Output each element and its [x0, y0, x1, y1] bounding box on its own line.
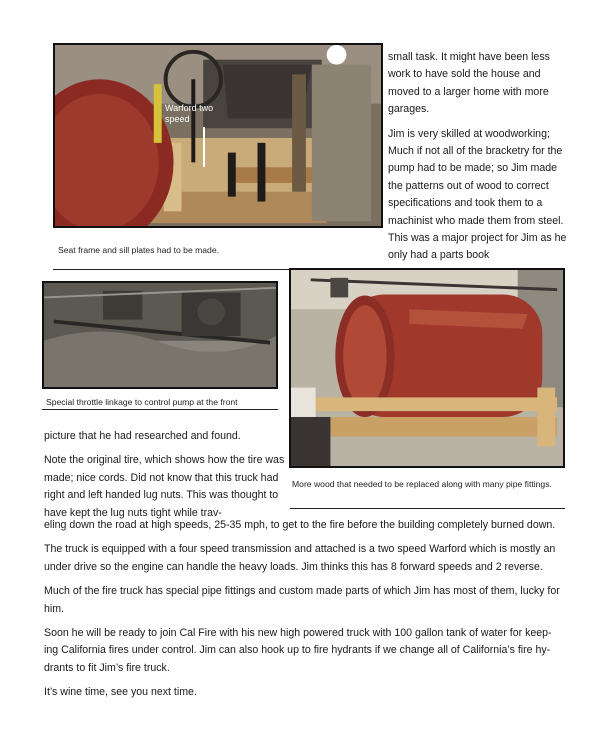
paragraph-woodworking: Jim is very skilled at woodworking; Much if not all of the bracketry for the pump had to be made; so Jim made the patterns out of wood to correct specifications and took them to a machinist who made them from steel. This was a major project for Jim as he only had a parts book — [388, 127, 567, 262]
photo-throttle-caption: Special throttle linkage to control pump at the front — [46, 397, 238, 407]
photo-seat-frame — [53, 43, 383, 228]
photo-throttle-linkage — [42, 281, 278, 389]
right-column-text — [388, 49, 570, 265]
seat-frame-image — [55, 45, 381, 226]
photo-tank-caption: More wood that needed to be replaced along with many pipe fittings. — [292, 479, 552, 489]
paragraph-calfire: Soon he will be ready to join Cal Fire with his new high powered truck with 100 gallon tank of water for keep-ing California fires under control. Jim can also hook up to fire hydrants if we change all of California’s fire hy-drants to fit Jim’s fire truck. — [44, 627, 552, 674]
paragraph-tire: Note the original tire, which shows how the tire was made; nice cords. Did not know that this truck had right and left handed lug nuts. This was thought to have kept the lug nuts tight while trav- — [44, 454, 285, 519]
warford-label: Warford two speed — [165, 103, 214, 124]
paragraph-researched: picture that he had researched and found. — [44, 430, 241, 442]
paragraph-transmission: The truck is equipped with a four speed transmission and attached is a two speed Warford which is mostly an under drive so the engine can handle the heavy loads. Jim thinks this has 8 forward speeds and 2 reverse. — [44, 543, 556, 573]
photo-throttle-underline — [42, 409, 278, 410]
throttle-linkage-image — [44, 283, 276, 387]
section-divider — [53, 269, 291, 270]
paragraph-tire-continued: eling down the road at high speeds, 25-35 mph, to get to the fire before the building completely burned down. — [44, 519, 556, 531]
paragraph-small-task: small task. It might have been less work to have sold the house and moved to a larger home with more garages. — [388, 51, 550, 116]
paragraph-fittings: Much of the fire truck has special pipe fittings and custom made parts of which Jim has most of them, lucky for him. — [44, 585, 560, 615]
tank-caption-divider — [290, 508, 565, 509]
warford-arrow — [203, 127, 205, 167]
tank-wood-image — [291, 270, 563, 466]
full-width-text — [44, 517, 565, 702]
paragraph-wine-time: It’s wine time, see you next time. — [44, 686, 197, 699]
photo-tank-wood — [289, 268, 565, 468]
photo-seat-frame-caption: Seat frame and sill plates had to be made. — [58, 245, 219, 255]
left-column-text — [44, 428, 286, 522]
